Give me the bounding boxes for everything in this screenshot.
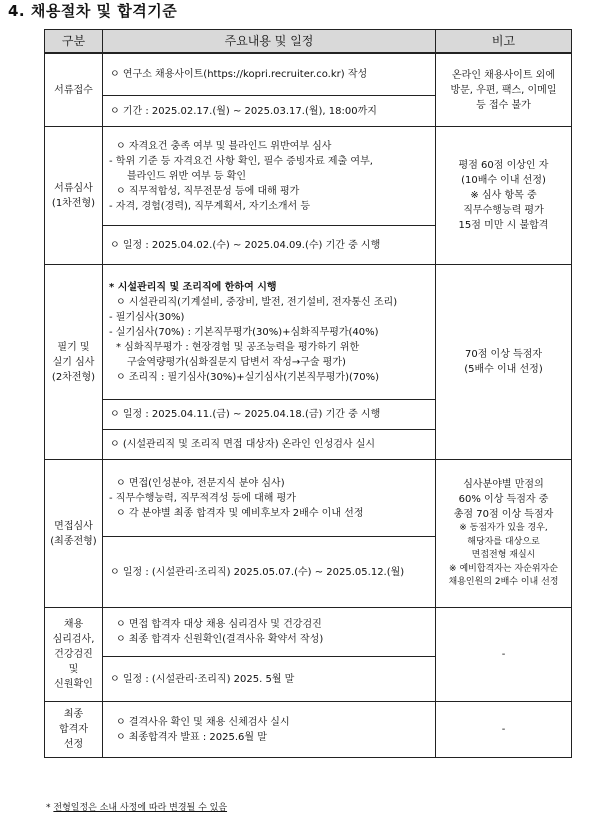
- row-schedule: ㅇ 일정 : (시설관리·조리직) 2025. 5월 말: [103, 657, 436, 702]
- table-row: [45, 460, 572, 537]
- recruitment-process-table: [44, 29, 572, 758]
- row-content: ㅇ 연구소 채용사이트(https://kopri.recruiter.co.kr) 작성: [103, 53, 436, 96]
- row-note: -: [436, 608, 572, 702]
- row-category: 서류심사 (1차전형): [45, 127, 103, 265]
- row-note: -: [436, 702, 572, 758]
- row-category: 서류접수: [45, 53, 103, 127]
- row-schedule: ㅇ 기간 : 2025.02.17.(월) ~ 2025.03.17.(월), 18:00까지: [103, 96, 436, 127]
- row-content: ㅇ 자격요건 충족 여부 및 블라인드 위반여부 심사 - 학위 기준 등 자격요건 사항 확인, 필수 증빙자료 제출 여부, 블라인드 위반 여부 등 확인 ㅇ 직무적합성, 직무전문성 등에 대해 평가 - 자격, 경험(경력), 직무계획서, 자기소개서 등: [103, 127, 436, 226]
- header-category: 구분: [45, 30, 103, 54]
- row-category: 채용 심리검사, 건강검진 및 신원확인: [45, 608, 103, 702]
- table-row: [45, 265, 572, 400]
- footnote-text: 전형일정은 소내 사정에 따라 변경될 수 있음: [53, 803, 228, 813]
- row-category: 필기 및 실기 심사 (2차전형): [45, 265, 103, 460]
- row-schedule: ㅇ 일정 : 2025.04.11.(금) ~ 2025.04.18.(금) 기간 중 시행: [103, 400, 436, 430]
- row-content: * 시설관리직 및 조리직에 한하여 시행 ㅇ 시설관리직(기계설비, 중장비, 발전, 전기설비, 전자통신 조리) - 필기심사(30%) - 실기심사(70%) : 기본직무평가(30%)+심화직무평가(40%) * 심화직무평가 : 현장경험 및 공조능력을 평가하기 위한 구술역량평가(심화질문지 답변서 작성→구술 평가) ㅇ 조리직 : 필기심사(30%)+실기심사(기본직무평가)(70%): [103, 265, 436, 400]
- row-schedule: ㅇ 일정 : (시설관리·조리직) 2025.05.07.(수) ~ 2025.05.12.(월): [103, 537, 436, 608]
- row-category: 최종 합격자 선정: [45, 702, 103, 758]
- footnote: [46, 800, 227, 813]
- table-row: [45, 127, 572, 226]
- row-category: 면접심사 (최종전형): [45, 460, 103, 608]
- header-note: 비고: [436, 30, 572, 54]
- row-content: ㅇ 면접(인성분야, 전문지식 분야 심사) - 직무수행능력, 직무적격성 등에 대해 평가 ㅇ 각 분야별 최종 합격자 및 예비후보자 2배수 이내 선정: [103, 460, 436, 537]
- table-header-row: [45, 30, 572, 54]
- row-note: 심사분야별 만점의 60% 이상 득점자 중 총점 70점 이상 득점자 ※ 동점자가 있을 경우, 해당자를 대상으로 면접전형 재실시 ※ 예비합격자는 자순위자순 채용인원의 2배수 이내 선정: [436, 460, 572, 608]
- row-schedule: ㅇ 일정 : 2025.04.02.(수) ~ 2025.04.09.(수) 기간 중 시행: [103, 226, 436, 265]
- table-row: [45, 702, 572, 758]
- header-content: 주요내용 및 일정: [103, 30, 436, 54]
- table-row: [45, 53, 572, 96]
- table-row: [45, 608, 572, 657]
- row-content: ㅇ 면접 합격자 대상 채용 심리검사 및 건강검진 ㅇ 최종 합격자 신원확인(결격사유 확약서 작성): [103, 608, 436, 657]
- row-note: 평점 60점 이상인 자 (10배수 이내 선정) ※ 심사 항목 중 직무수행능력 평가 15점 미만 시 불합격: [436, 127, 572, 265]
- row-note: 온라인 채용사이트 외에 방문, 우편, 팩스, 이메일 등 접수 불가: [436, 53, 572, 127]
- footnote-mark: *: [46, 803, 51, 813]
- row-extra: ㅇ (시설관리직 및 조리직 면접 대상자) 온라인 인성검사 실시: [103, 430, 436, 460]
- row-note: 70점 이상 득점자 (5배수 이내 선정): [436, 265, 572, 460]
- row-content: ㅇ 결격사유 확인 및 채용 신체검사 실시 ㅇ 최종합격자 발표 : 2025.6월 말: [103, 702, 436, 758]
- section-title: 4. 채용절차 및 합격기준: [8, 2, 178, 20]
